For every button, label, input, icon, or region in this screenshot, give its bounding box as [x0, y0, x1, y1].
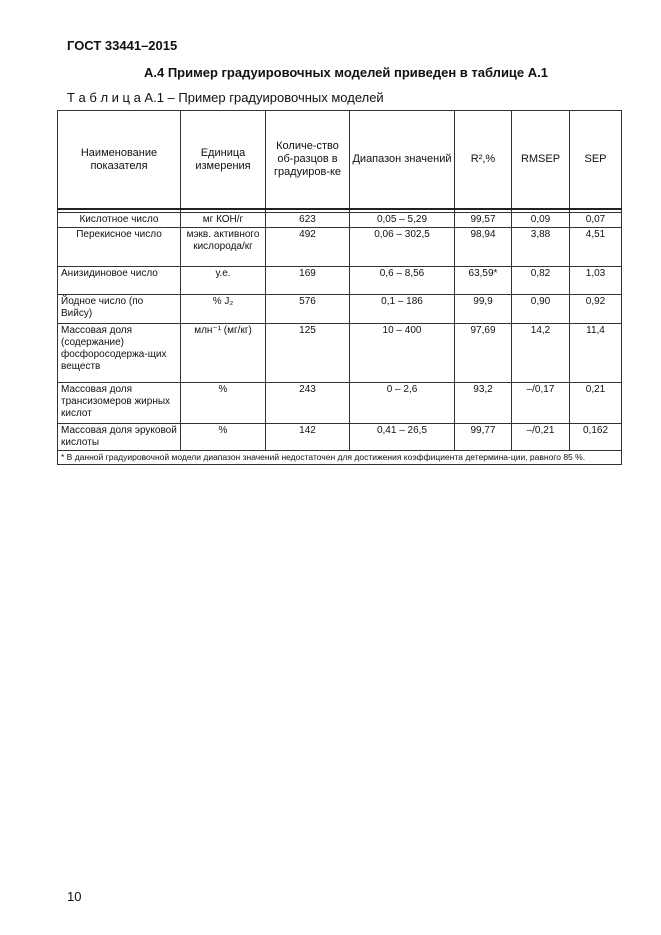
document-code: ГОСТ 33441–2015	[67, 38, 178, 53]
row-r2: 99,9	[455, 295, 512, 324]
row-count: 169	[266, 267, 350, 295]
row-r2: 97,69	[455, 324, 512, 383]
row-rmsep: 0,82	[512, 267, 570, 295]
row-sep: 0,21	[570, 383, 622, 424]
row-unit: у.е.	[181, 267, 266, 295]
row-range: 10 – 400	[350, 324, 455, 383]
column-header-range: Диапазон значений	[350, 111, 455, 210]
table-caption: Т а б л и ц а А.1 – Пример градуировочных моделей	[67, 90, 384, 105]
row-unit: млн⁻¹ (мг/кг)	[181, 324, 266, 383]
row-r2: 93,2	[455, 383, 512, 424]
row-r2: 63,59*	[455, 267, 512, 295]
row-count: 243	[266, 383, 350, 424]
row-name: Анизидиновое число	[58, 267, 181, 295]
table-row	[58, 424, 622, 451]
column-header-r2: R²,%	[455, 111, 512, 210]
table-header-row	[58, 111, 622, 210]
row-count: 125	[266, 324, 350, 383]
row-unit: % J₂	[181, 295, 266, 324]
row-unit: %	[181, 424, 266, 451]
row-name: Йодное число (по Вийсу)	[58, 295, 181, 324]
table-footnote-row	[58, 451, 622, 465]
row-sep: 1,03	[570, 267, 622, 295]
row-r2: 99,57	[455, 213, 512, 228]
column-header-count: Количе-ство об-разцов в градуиров-ке	[266, 111, 350, 210]
row-rmsep: 0,90	[512, 295, 570, 324]
calibration-table	[57, 110, 622, 465]
table-row	[58, 295, 622, 324]
row-sep: 4,51	[570, 228, 622, 267]
table-row	[58, 228, 622, 267]
row-count: 623	[266, 213, 350, 228]
row-unit: мэкв. активного кислорода/кг	[181, 228, 266, 267]
table-row	[58, 383, 622, 424]
table-row	[58, 324, 622, 383]
row-name: Массовая доля трансизомеров жирных кислот	[58, 383, 181, 424]
row-range: 0,6 – 8,56	[350, 267, 455, 295]
row-range: 0,06 – 302,5	[350, 228, 455, 267]
row-rmsep: –/0,17	[512, 383, 570, 424]
row-rmsep: 3,88	[512, 228, 570, 267]
row-unit: мг КОН/г	[181, 213, 266, 228]
section-title: А.4 Пример градуировочных моделей приведен в таблице А.1	[143, 65, 548, 80]
row-name: Кислотное число	[58, 213, 181, 228]
table-footnote: * В данной градуировочной модели диапазон значений недостаточен для достижения коэффициента детермина-ции, равного 85 %.	[58, 451, 622, 465]
row-range: 0,1 – 186	[350, 295, 455, 324]
row-count: 142	[266, 424, 350, 451]
row-sep: 0,162	[570, 424, 622, 451]
row-unit: %	[181, 383, 266, 424]
row-r2: 99,77	[455, 424, 512, 451]
row-rmsep: 0,09	[512, 213, 570, 228]
row-name: Массовая доля (содержание) фосфоросодержа-щих веществ	[58, 324, 181, 383]
row-sep: 0,92	[570, 295, 622, 324]
column-header-sep: SEP	[570, 111, 622, 210]
row-range: 0,41 – 26,5	[350, 424, 455, 451]
row-rmsep: 14,2	[512, 324, 570, 383]
table-row	[58, 213, 622, 228]
row-range: 0,05 – 5,29	[350, 213, 455, 228]
row-rmsep: –/0,21	[512, 424, 570, 451]
table-row	[58, 267, 622, 295]
row-name: Массовая доля эруковой кислоты	[58, 424, 181, 451]
row-count: 576	[266, 295, 350, 324]
column-header-unit: Единица измерения	[181, 111, 266, 210]
row-sep: 0,07	[570, 213, 622, 228]
row-sep: 11,4	[570, 324, 622, 383]
row-name: Перекисное число	[58, 228, 181, 267]
page-number: 10	[67, 889, 82, 904]
column-header-rmsep: RMSEP	[512, 111, 570, 210]
row-range: 0 – 2,6	[350, 383, 455, 424]
row-r2: 98,94	[455, 228, 512, 267]
row-count: 492	[266, 228, 350, 267]
column-header-name: Наименование показателя	[58, 111, 181, 210]
